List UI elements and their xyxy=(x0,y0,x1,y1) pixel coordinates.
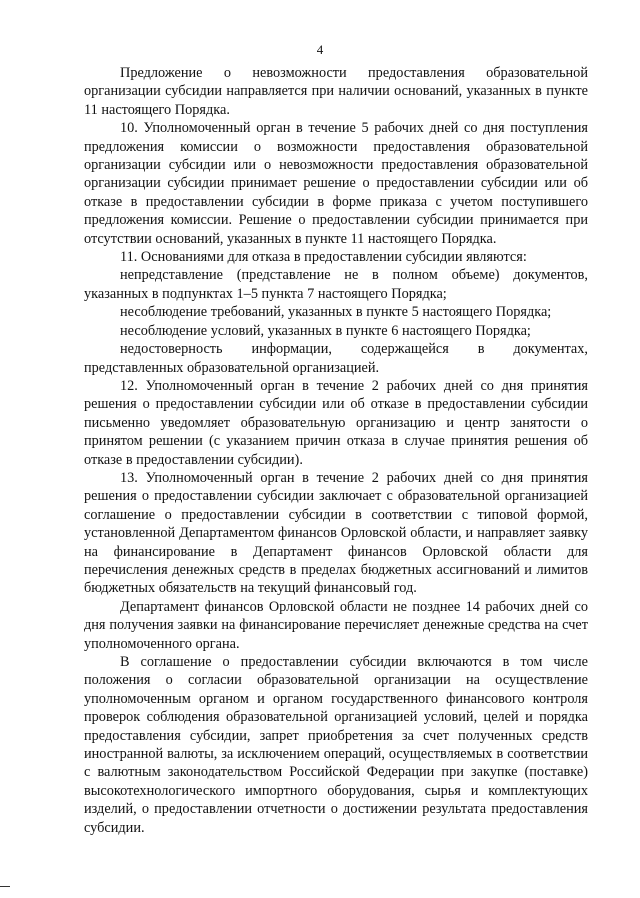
list-item-inaccuracy: недостоверность информации, содержащейся в документах, представленных образовательной организацией. xyxy=(84,341,588,376)
paragraph-item-11: 11. Основаниями для отказа в предоставлении субсидии являются: xyxy=(120,249,527,266)
list-item-documents: непредставление (представление не в полном объеме) документов, указанных в подпунктах 1–5 пункта 7 настоящего Порядка; xyxy=(84,267,588,302)
document-body xyxy=(84,64,588,837)
list-item-requirements: несоблюдение требований, указанных в пункте 5 настоящего Порядка; xyxy=(120,304,552,321)
paragraph-item-12: 12. Уполномоченный орган в течение 2 рабочих дней со дня принятия решения о предоставлении субсидии или об отказе в предоставлении субсидии письменно уведомляет образовательную организацию и центр занятости о принятом решении (с указанием причин отказа в случае принятия решения об отказе в предоставлении субсидии). xyxy=(84,377,588,468)
paragraph-finance-department: Департамент финансов Орловской области не позднее 14 рабочих дней со дня получения заявки на финансирование перечисляет денежные средства на счет уполномоченного органа. xyxy=(84,598,588,652)
paragraph-agreement-provisions: В соглашение о предоставлении субсидии включаются в том числе положения о согласии образовательной организации на осуществление уполномоченным органом и органом государственного финансового контроля проверок соблюдения образовательной организацией условий, целей и порядка предоставления субсидии, запрет приобретения за счет полученных средств иностранной валюты, за исключением операций, осуществляемых в соответствии с валютным законодательством Российской Федерации при закупке (поставке) высокотехнологического импортного оборудования, сырья и комплектующих изделий, о предоставлении отчетности о достижении результата предоставления субсидии. xyxy=(84,654,588,836)
margin-mark xyxy=(0,886,10,887)
list-item-conditions: несоблюдение условий, указанных в пункте 6 настоящего Порядка; xyxy=(120,322,531,339)
page-number: 4 xyxy=(316,42,324,57)
paragraph-item-10: 10. Уполномоченный орган в течение 5 рабочих дней со дня поступления предложения комиссии о возможности предоставления образовательной организации субсидии или о невозможности предоставления образовательной организации субсидии принимает решение о предоставлении субсидии или об отказе в предоставлении субсидии в форме приказа с учетом поступившего предложения комиссии. Решение о предоставлении субсидии принимается при отсутствии оснований, указанных в пункте 11 настоящего Порядка. xyxy=(84,120,588,247)
paragraph-item-13: 13. Уполномоченный орган в течение 2 рабочих дней со дня принятия решения о предоставлении субсидии заключает с образовательной организацией соглашение о предоставлении субсидии в соответствии с типовой формой, установленной Департаментом финансов Орловской области, и направляет заявку на финансирование в Департамент финансов Орловской области для перечисления денежных средств в пределах бюджетных ассигнований и лимитов бюджетных обязательств на текущий финансовый год. xyxy=(84,469,588,597)
paragraph-rejection-proposal: Предложение о невозможности предоставления образовательной организации субсидии направляется при наличии оснований, указанных в пункте 11 настоящего Порядка. xyxy=(84,65,588,118)
